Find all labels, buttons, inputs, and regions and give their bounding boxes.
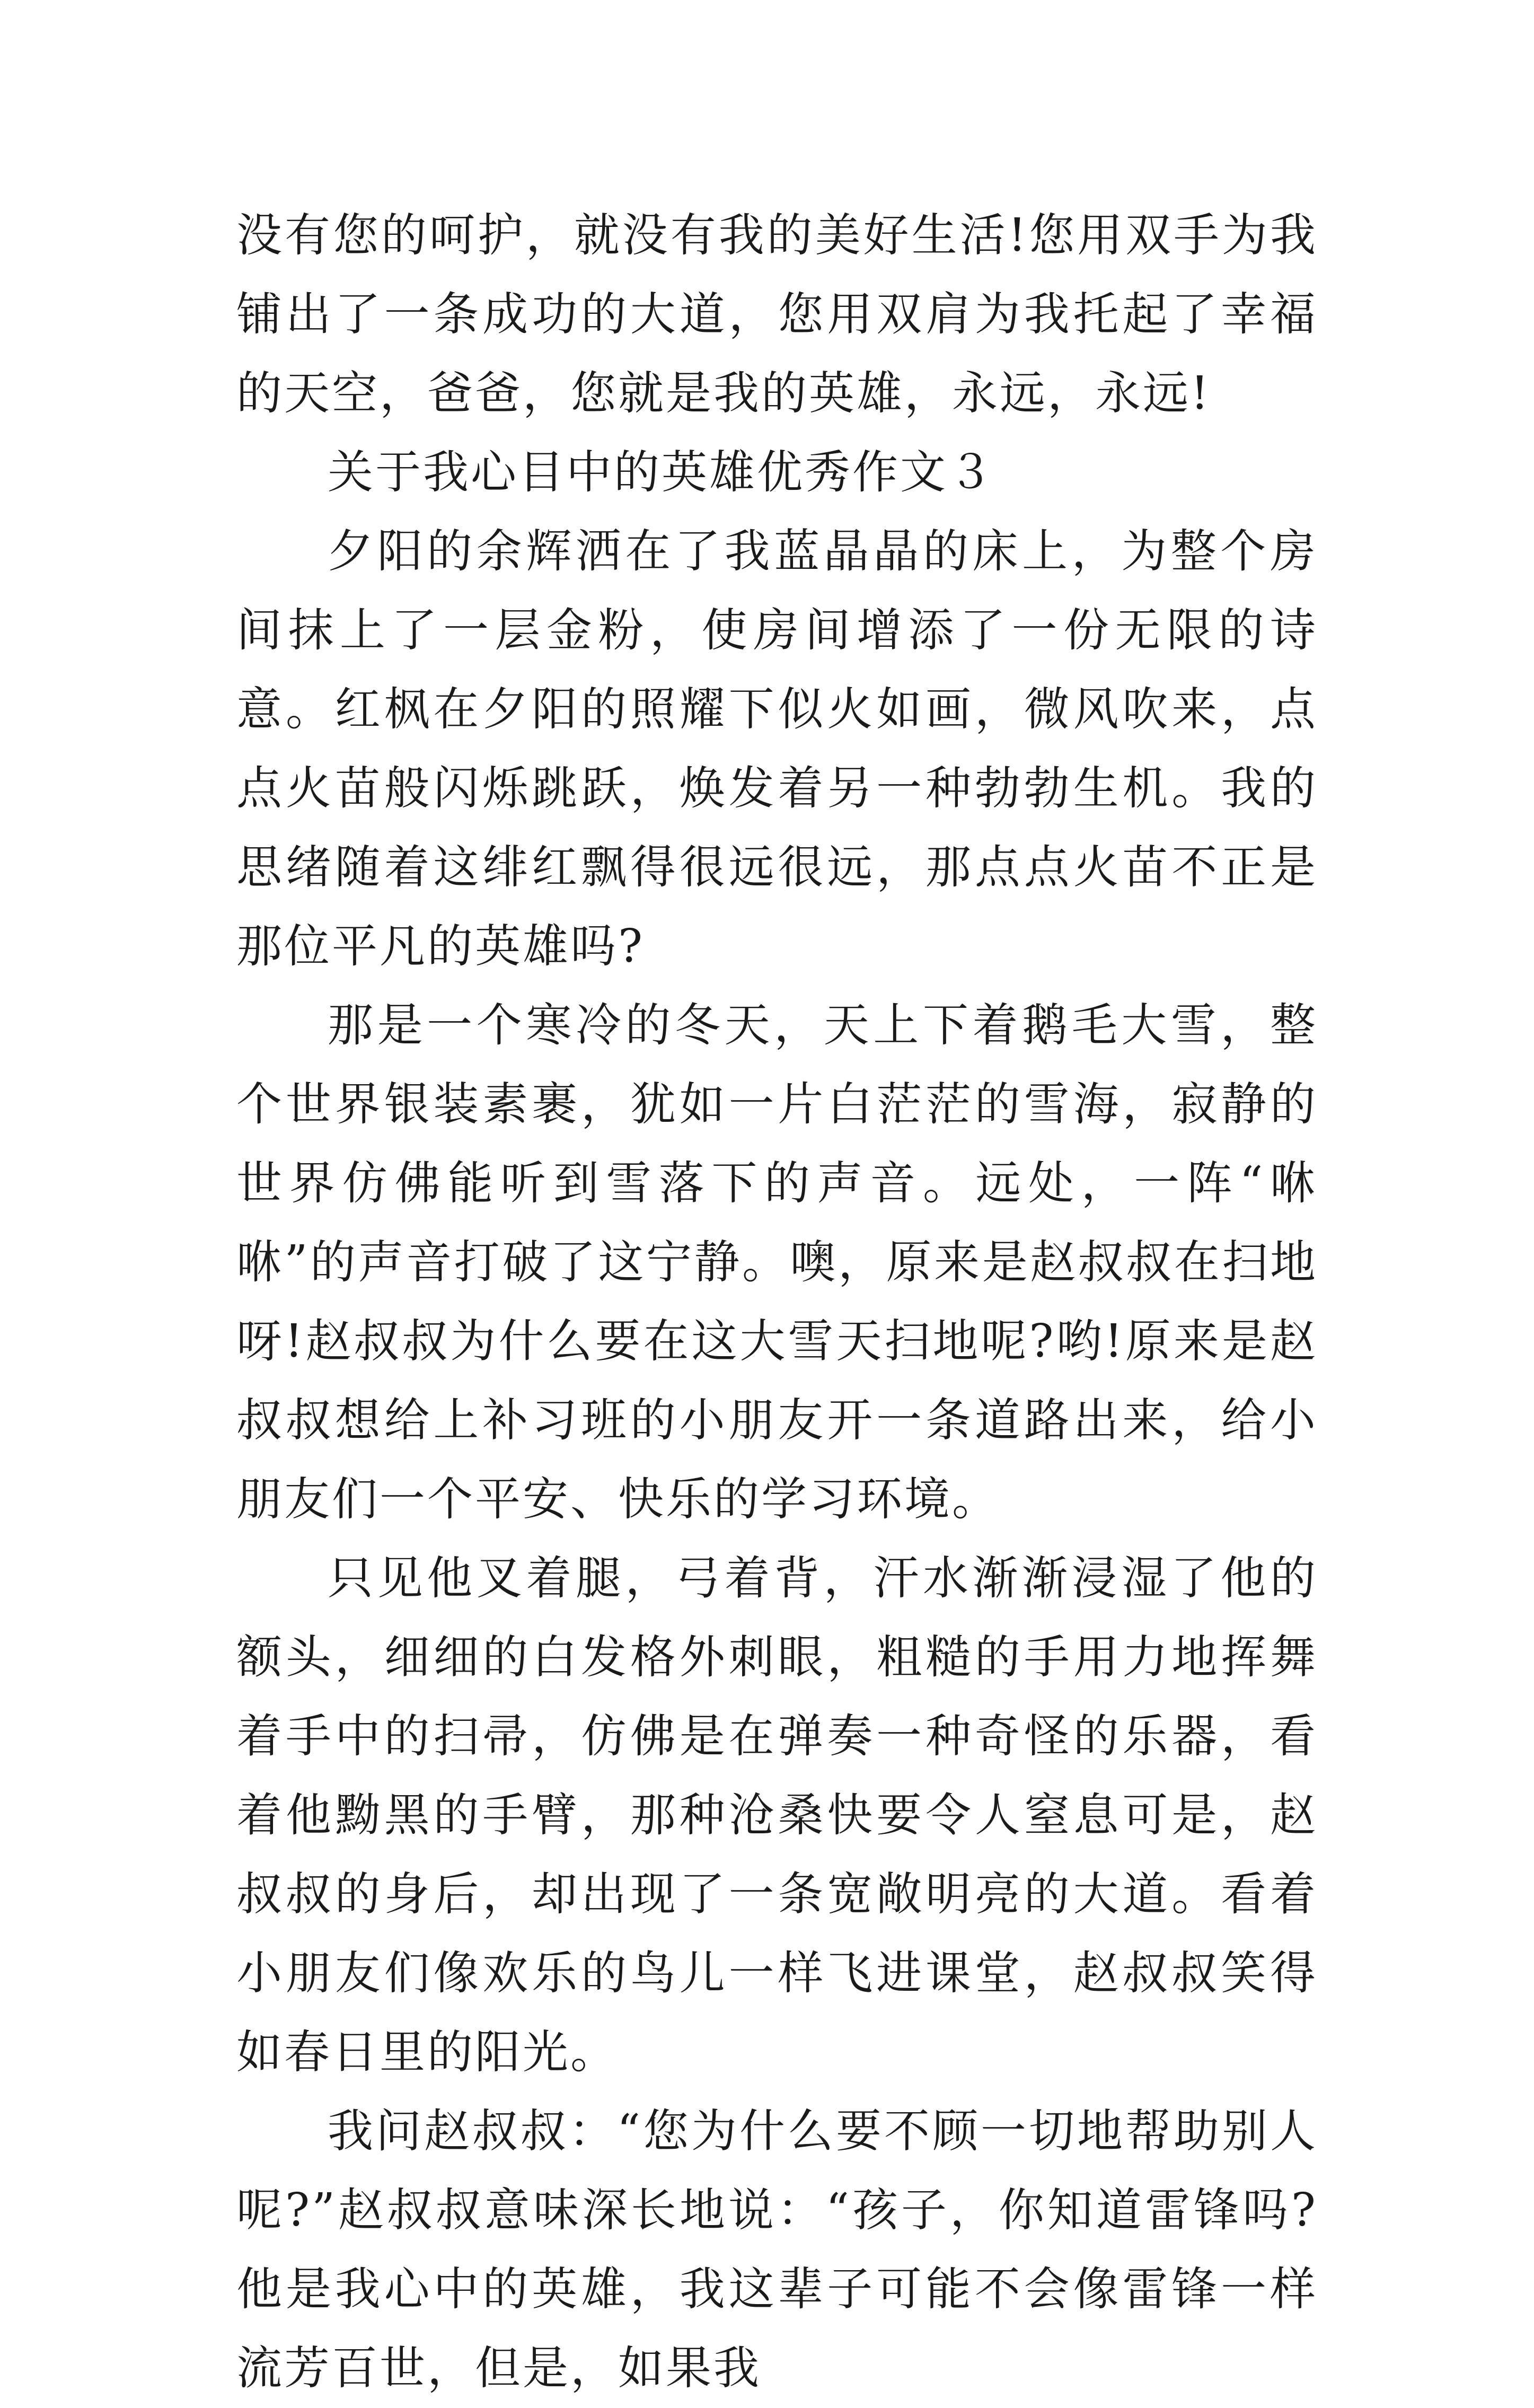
- paragraph-winter-snow: 那是一个寒冷的冬天，天上下着鹅毛大雪，整个世界银装素裹，犹如一片白茫茫的雪海，寂静的世界仿佛能听到雪落下的声音。远处，一阵“咻咻”的声音打破了这宁静。噢，原来是赵叔叔在扫地呀!赵叔叔为什么要在这大雪天扫地呢?哟!原来是赵叔叔想给上补习班的小朋友开一条道路出来，给小朋友们一个平安、快乐的学习环境。: [236, 999, 1318, 1526]
- document-body: [236, 196, 1318, 2408]
- paragraph-dialogue: 我问赵叔叔：“您为什么要不顾一切地帮助别人呢?”赵叔叔意味深长地说：“孩子，你知道雷锋吗?他是我心中的英雄，我这辈子可能不会像雷锋一样流芳百世，但是，如果我: [236, 2105, 1318, 2395]
- paragraph-closing-previous-essay: 没有您的呵护，就没有我的美好生活!您用双手为我铺出了一条成功的大道，您用双肩为我托起了幸福的天空，爸爸，您就是我的英雄，永远，永远!: [236, 209, 1318, 420]
- paragraph-sunset: 夕阳的余辉洒在了我蓝晶晶的床上，为整个房间抹上了一层金粉，使房间增添了一份无限的诗意。红枫在夕阳的照耀下似火如画，微风吹来，点点火苗般闪烁跳跃，焕发着另一种勃勃生机。我的思绪随着这绯红飘得很远很远，那点点火苗不正是那位平凡的英雄吗?: [236, 525, 1318, 973]
- essay-heading: 关于我心目中的英雄优秀作文３: [328, 446, 995, 499]
- paragraph-sweeping: 只见他叉着腿，弓着背，汗水渐渐浸湿了他的额头，细细的白发格外刺眼，粗糙的手用力地挥舞着手中的扫帚，仿佛是在弹奏一种奇怪的乐器，看着他黝黑的手臂，那种沧桑快要令人窒息可是，赵叔叔的身后，却出现了一条宽敞明亮的大道。看着小朋友们像欢乐的鸟儿一样飞进课堂，赵叔叔笑得如春日里的阳光。: [236, 1552, 1318, 2079]
